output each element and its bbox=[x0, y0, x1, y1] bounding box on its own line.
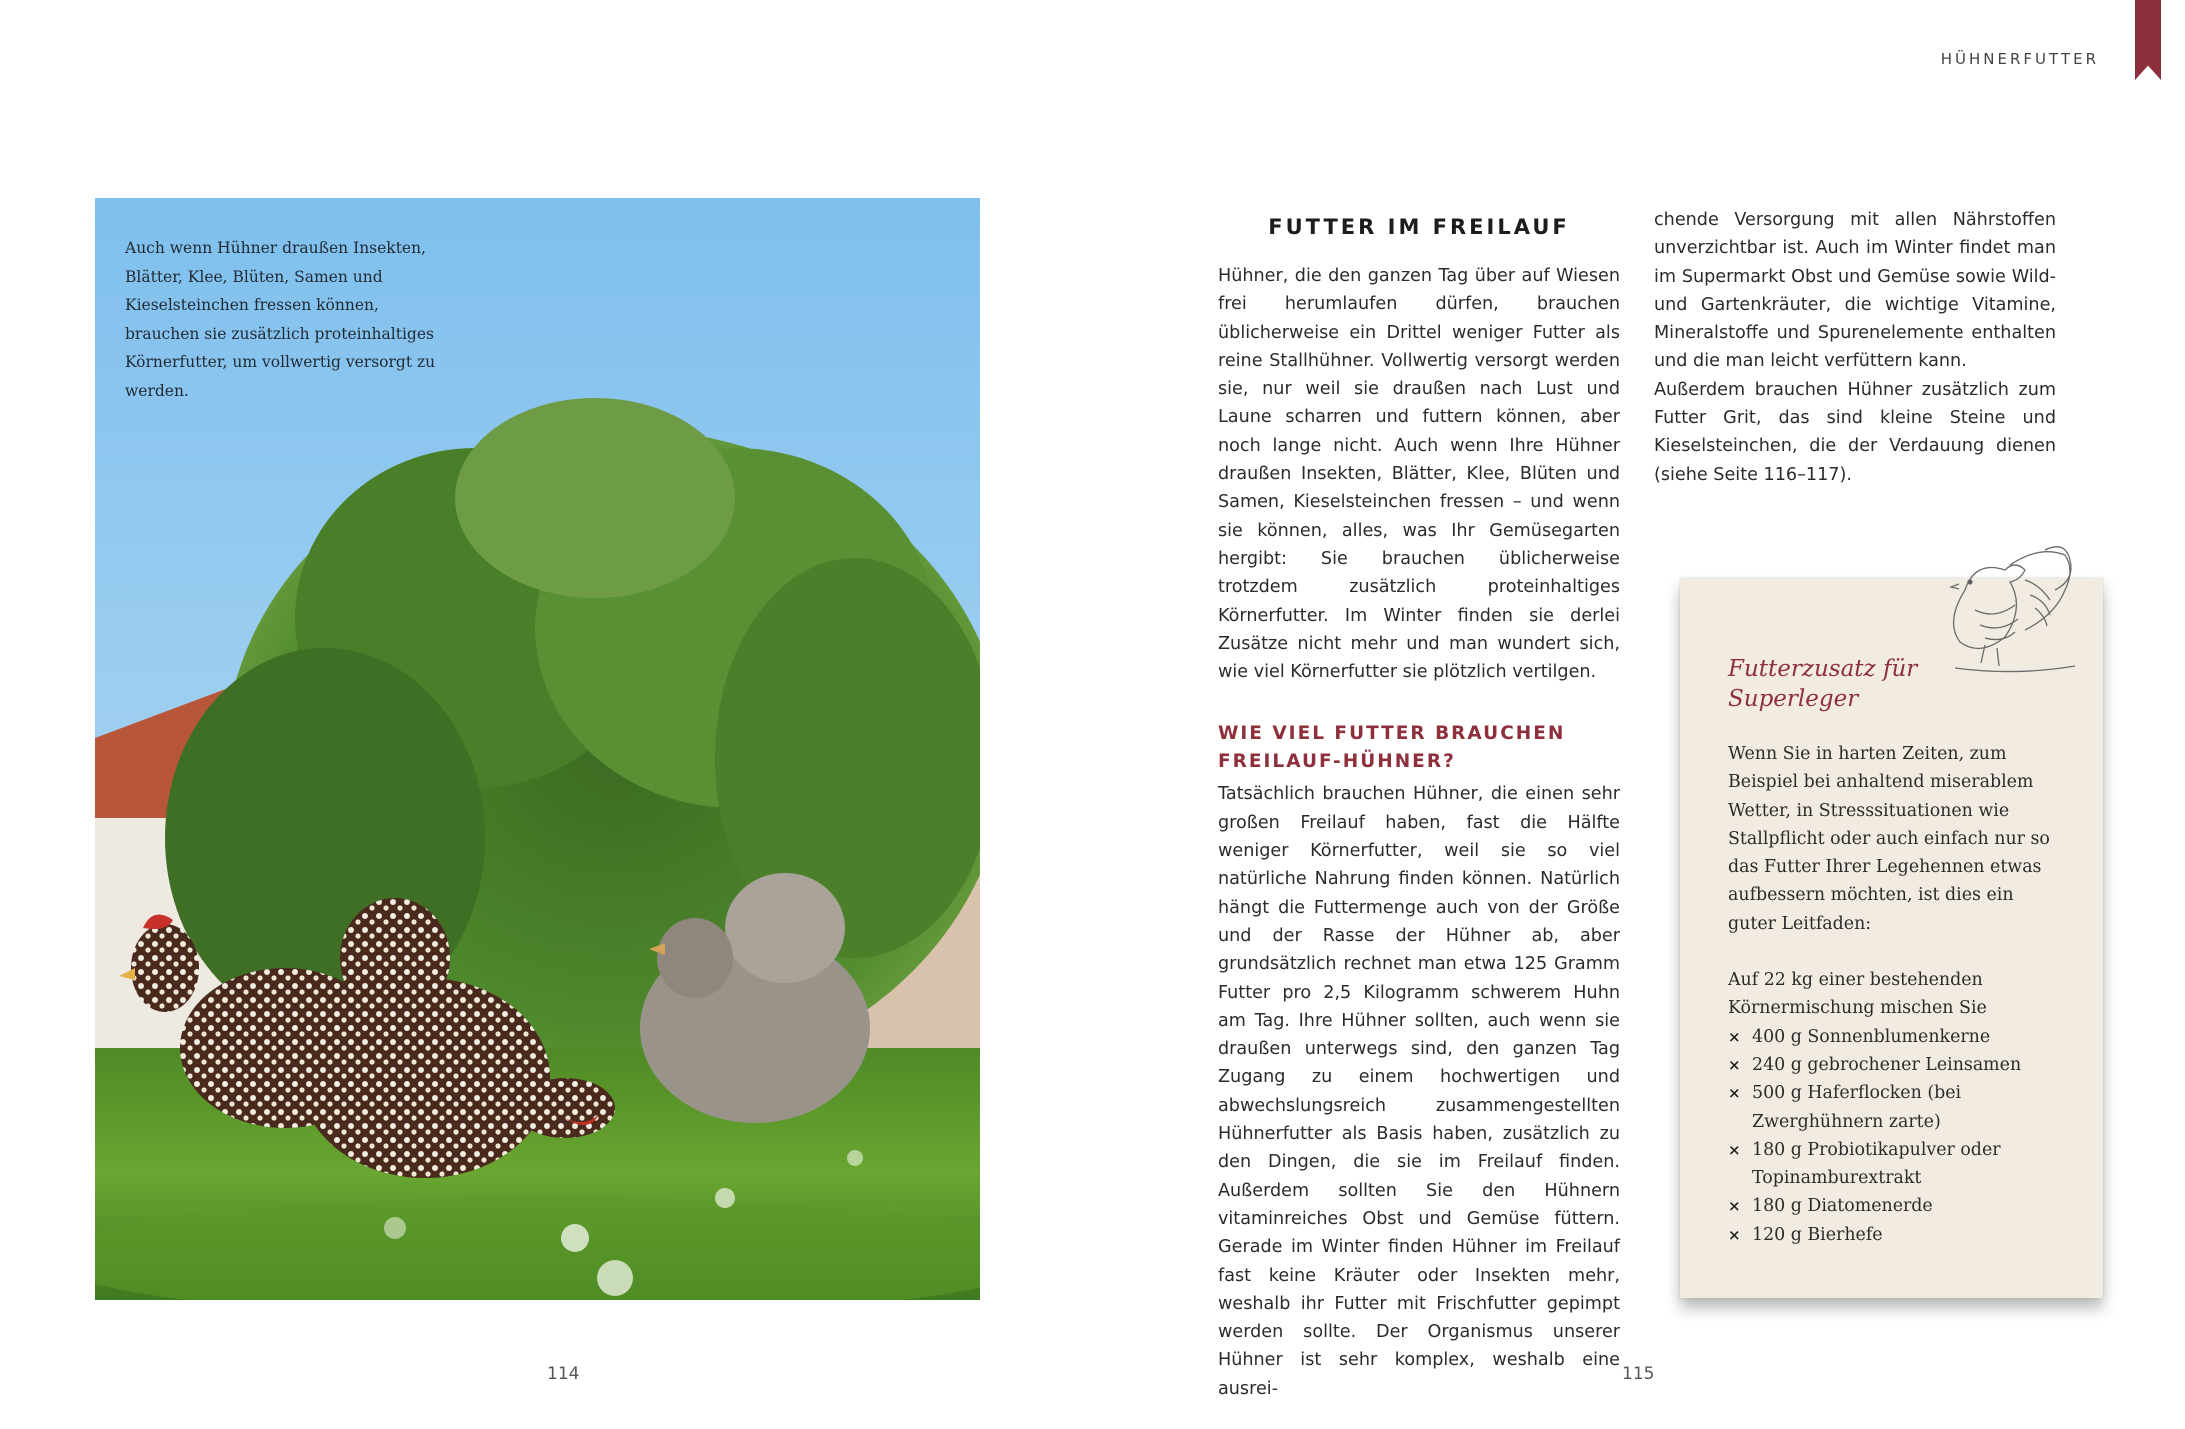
body-paragraph: Tatsächlich brauchen Hühner, die einen sehr großen Freilauf haben, fast die Hälfte weniger Körnerfutter, weil sie so viel natürliche Nahrung finden können. Natürlich hängt die Futtermenge auch von der Größe und der Rasse der Hühner ab, aber grundsätzlich rechnet man etwa 125 Gramm Futter pro 2,5 Kilogramm schwerem Huhn am Tag. Ihre Hühner sollten, auch wenn sie draußen unterwegs sind, den ganzen Tag Zugang zu einem hochwertigen und abwechslungsreich zusammengestellten Hühnerfutter als Basis haben, zusätzlich zu den Dingen, die sie im Freilauf finden. Außerdem sollten Sie den Hühnern vitaminreiches Obst und Gemüse füttern. Gerade im Winter finden Hühner im Freilauf fast keine Kräuter oder Insekten mehr, weshalb ihr Futter mit Frischfutter gepimpt werden sollte. Der Organismus unserer Hühner ist sehr komplex, weshalb eine ausrei- bbox=[1218, 784, 1620, 1399]
chicken-photo bbox=[95, 198, 980, 1300]
recipe-card bbox=[1680, 578, 2103, 1298]
list-item: × 500 g Haferflocken (bei Zwerghühnern zarte) bbox=[1728, 1079, 2063, 1136]
ingredient-list bbox=[1728, 1023, 2063, 1249]
section-title: FUTTER IM FREILAUF bbox=[1268, 215, 1570, 239]
cross-bullet-icon: × bbox=[1728, 1084, 1741, 1103]
running-head: HÜHNERFUTTER bbox=[1940, 50, 2099, 68]
text-column-1 bbox=[1218, 208, 1620, 1403]
bookmark-ribbon bbox=[2135, 0, 2161, 80]
cross-bullet-icon: × bbox=[1728, 1055, 1741, 1074]
page-number-right: 115 bbox=[1622, 1364, 1655, 1384]
card-lead: Auf 22 kg einer bestehenden Körnermischung mischen Sie bbox=[1728, 970, 1987, 1019]
list-item: × 120 g Bierhefe bbox=[1728, 1221, 2063, 1249]
cross-bullet-icon: × bbox=[1728, 1197, 1741, 1216]
column-2-paragraph-2: Außerdem brauchen Hühner zusätzlich zum Futter Grit, das sind kleine Steine und Kieselsteinchen, die der Verdauung dienen (siehe Seite 116–117). bbox=[1654, 379, 2056, 485]
cross-bullet-icon: × bbox=[1728, 1225, 1741, 1244]
card-body bbox=[1728, 740, 2063, 1249]
cross-bullet-icon: × bbox=[1728, 1027, 1741, 1046]
list-item: × 180 g Probiotikapulver oder Topinamburextrakt bbox=[1728, 1136, 2063, 1193]
list-item: × 180 g Diatomenerde bbox=[1728, 1192, 2063, 1220]
intro-paragraph: Hühner, die den ganzen Tag über auf Wiesen frei herumlaufen dürfen, brauchen üblicherweise ein Drittel weniger Futter als reine Stallhühner. Vollwertig versorgt werden sie, nur weil sie draußen nach Lust und Laune scharren und futtern können, aber noch lange nicht. Auch wenn Ihre Hühner draußen Insekten, Blätter, Klee, Blüten und Samen, Kieselsteinchen fressen – und wenn sie können, alles, was Ihr Gemüsegarten hergibt: Sie brauchen üblicherweise trotzdem zusätzlich proteinhaltiges Körnerfutter. Im Winter finden sie derlei Zusätze nicht mehr und man wundert sich, wie viel Körnerfutter sie plötzlich vertilgen. bbox=[1218, 266, 1620, 683]
list-item: × 400 g Sonnenblumenkerne bbox=[1728, 1023, 2063, 1051]
cross-bullet-icon: × bbox=[1728, 1140, 1741, 1159]
text-column-2 bbox=[1654, 206, 2056, 489]
chicken-sketch-illustration bbox=[1935, 520, 2095, 680]
page-number-left: 114 bbox=[547, 1364, 580, 1384]
card-intro: Wenn Sie in harten Zeiten, zum Beispiel bei anhaltend miserablem Wetter, in Stresssituationen wie Stallpflicht oder auch einfach nur so das Futter Ihrer Legehennen etwas aufbessern möchten, ist dies ein guter Leitfaden: bbox=[1728, 744, 2050, 934]
photo-caption: Auch wenn Hühner draußen Insekten, Blätter, Klee, Blüten, Samen und Kieselsteinchen fressen können, brauchen sie zusätzlich proteinhaltiges Körnerfutter, um vollwertig versorgt zu werden. bbox=[125, 239, 436, 400]
list-item: × 240 g gebrochener Leinsamen bbox=[1728, 1051, 2063, 1079]
column-2-paragraph-1: chende Versorgung mit allen Nährstoffen unverzichtbar ist. Auch im Winter findet man im Supermarkt Obst und Gemüse sowie Wild- und Gartenkräuter, die wichtige Vitamine, Mineralstoffe und Spurenelemente enthalten und die man leicht verfüttern kann. bbox=[1654, 210, 2056, 372]
card-title: Futterzusatz für Superleger bbox=[1728, 656, 1918, 712]
subheading: WIE VIEL FUTTER BRAUCHEN FREILAUF-HÜHNER? bbox=[1218, 723, 1566, 773]
